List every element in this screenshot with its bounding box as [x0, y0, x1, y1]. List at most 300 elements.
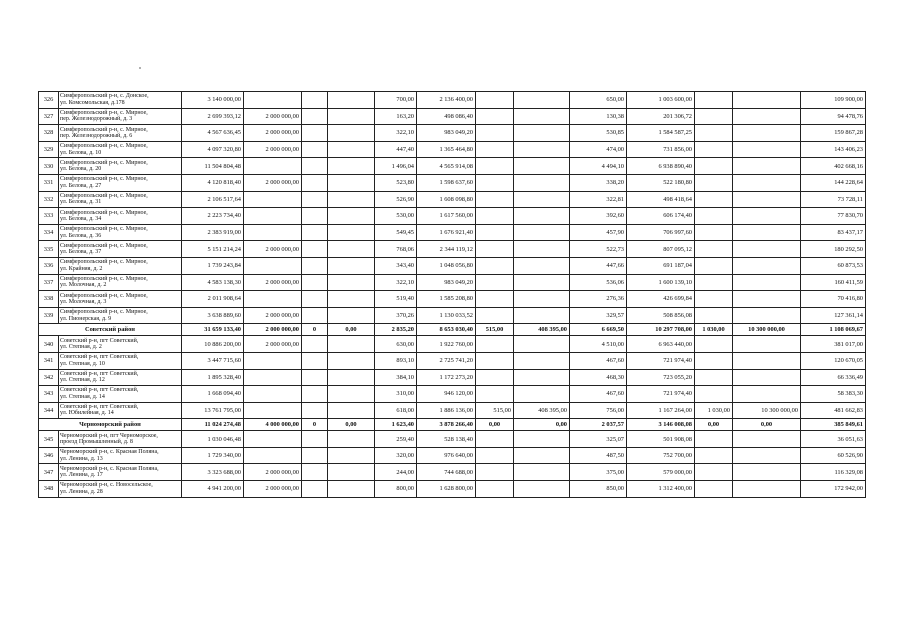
value-cell-6: 946 120,00 — [417, 386, 476, 403]
total-cell-5: 2 835,20 — [375, 324, 417, 336]
address-line-1: Симферопольский р-н, с. Мирное, — [60, 126, 148, 133]
value-cell-2 — [244, 291, 302, 308]
value-cell-2: 2 000 000,00 — [244, 336, 302, 353]
value-cell-6: 983 049,20 — [417, 274, 476, 291]
total-cell-1: 11 024 274,48 — [182, 419, 244, 431]
value-cell-12 — [733, 92, 801, 109]
address-cell — [59, 274, 182, 291]
total-cell-11: 0,00 — [695, 419, 733, 431]
value-cell-2: 2 000 000,00 — [244, 141, 302, 158]
row-number: 333 — [39, 208, 59, 225]
value-cell-12 — [733, 464, 801, 481]
value-cell-1: 11 504 804,48 — [182, 158, 244, 175]
address-cell — [59, 257, 182, 274]
scan-speck — [139, 67, 141, 69]
total-cell-3: 0 — [302, 324, 328, 336]
address-line-2: проезд Промышленный, д. 8 — [60, 439, 133, 446]
value-cell-11 — [695, 464, 733, 481]
value-cell-1: 2 383 919,00 — [182, 224, 244, 241]
value-cell-2 — [244, 191, 302, 208]
value-cell-4 — [328, 174, 375, 191]
value-cell-11 — [695, 274, 733, 291]
address-line-1: Советский р-н, пгт Советский, — [60, 404, 139, 411]
district-name: Советский район — [39, 324, 182, 336]
value-cell-7 — [476, 386, 514, 403]
value-cell-5: 384,10 — [375, 369, 417, 386]
address-line-2: ул. Белова, д. 20 — [60, 166, 102, 173]
value-cell-12 — [733, 291, 801, 308]
value-cell-7 — [476, 224, 514, 241]
value-cell-3 — [302, 274, 328, 291]
row-number: 344 — [39, 402, 59, 419]
address-cell — [59, 125, 182, 142]
value-cell-10: 752 700,00 — [627, 447, 695, 464]
value-cell-11: 1 030,00 — [695, 402, 733, 419]
table-row — [39, 141, 866, 158]
value-cell-12 — [733, 224, 801, 241]
value-cell-3 — [302, 352, 328, 369]
total-cell-12: 10 300 000,00 — [733, 324, 801, 336]
value-cell-6: 2 344 119,12 — [417, 241, 476, 258]
table-row — [39, 336, 866, 353]
address-line-2: ул. Белова, д. 34 — [60, 215, 102, 222]
address-line-2: ул. Ленина, д. 28 — [60, 488, 103, 495]
value-cell-10: 731 856,00 — [627, 141, 695, 158]
value-cell-12 — [733, 307, 801, 324]
value-cell-5: 244,00 — [375, 464, 417, 481]
value-cell-5: 163,20 — [375, 108, 417, 125]
value-cell-8 — [514, 191, 570, 208]
value-cell-4 — [328, 352, 375, 369]
value-cell-13: 73 728,11 — [801, 191, 866, 208]
total-cell-4: 0,00 — [328, 419, 375, 431]
value-cell-2: 2 000 000,00 — [244, 174, 302, 191]
value-cell-10: 723 055,20 — [627, 369, 695, 386]
value-cell-12 — [733, 386, 801, 403]
table-row — [39, 447, 866, 464]
value-cell-6: 4 565 914,08 — [417, 158, 476, 175]
value-cell-11 — [695, 336, 733, 353]
value-cell-1: 1 729 340,00 — [182, 447, 244, 464]
value-cell-10: 508 856,08 — [627, 307, 695, 324]
value-cell-13: 58 383,30 — [801, 386, 866, 403]
value-cell-8 — [514, 291, 570, 308]
value-cell-12 — [733, 125, 801, 142]
total-cell-2: 2 000 000,00 — [244, 324, 302, 336]
value-cell-8 — [514, 464, 570, 481]
value-cell-1: 3 140 000,00 — [182, 92, 244, 109]
value-cell-10: 426 699,84 — [627, 291, 695, 308]
address-cell — [59, 108, 182, 125]
value-cell-1: 13 761 795,00 — [182, 402, 244, 419]
value-cell-5: 630,00 — [375, 336, 417, 353]
table-row — [39, 241, 866, 258]
value-cell-11 — [695, 174, 733, 191]
register-table — [38, 91, 866, 498]
address-line-1: Симферопольский р-н, с. Мирное, — [60, 176, 148, 183]
total-cell-9: 2 037,57 — [570, 419, 627, 431]
row-number: 336 — [39, 257, 59, 274]
address-line-1: Советский р-н, пгт Советский, — [60, 354, 139, 361]
address-line-1: Симферопольский р-н, с. Мирное, — [60, 209, 148, 216]
address-cell — [59, 291, 182, 308]
value-cell-2 — [244, 369, 302, 386]
value-cell-6: 1 048 056,80 — [417, 257, 476, 274]
value-cell-10: 721 974,40 — [627, 352, 695, 369]
value-cell-9: 447,66 — [570, 257, 627, 274]
value-cell-10: 501 908,08 — [627, 431, 695, 448]
value-cell-6: 1 608 098,80 — [417, 191, 476, 208]
address-cell — [59, 241, 182, 258]
address-line-2: ул. Ленина, д. 13 — [60, 455, 103, 462]
value-cell-7 — [476, 92, 514, 109]
value-cell-5: 370,26 — [375, 307, 417, 324]
value-cell-1: 2 223 734,40 — [182, 208, 244, 225]
value-cell-1: 4 097 320,80 — [182, 141, 244, 158]
row-number: 340 — [39, 336, 59, 353]
value-cell-9: 375,00 — [570, 464, 627, 481]
value-cell-12 — [733, 191, 801, 208]
value-cell-8 — [514, 174, 570, 191]
value-cell-2 — [244, 402, 302, 419]
address-cell — [59, 481, 182, 498]
address-line-1: Симферопольский р-н, с. Мирное, — [60, 292, 148, 299]
total-cell-7: 515,00 — [476, 324, 514, 336]
value-cell-2: 2 000 000,00 — [244, 481, 302, 498]
value-cell-9: 487,50 — [570, 447, 627, 464]
value-cell-3 — [302, 125, 328, 142]
value-cell-6: 1 922 760,00 — [417, 336, 476, 353]
value-cell-6: 983 049,20 — [417, 125, 476, 142]
value-cell-8 — [514, 158, 570, 175]
value-cell-2 — [244, 257, 302, 274]
address-line-1: Черноморский р-н, с. Красная Поляна, — [60, 465, 159, 472]
value-cell-6: 498 086,40 — [417, 108, 476, 125]
value-cell-11 — [695, 386, 733, 403]
address-cell — [59, 224, 182, 241]
value-cell-3 — [302, 208, 328, 225]
address-line-1: Симферопольский р-н, с. Мирное, — [60, 242, 148, 249]
value-cell-13: 77 830,70 — [801, 208, 866, 225]
value-cell-7 — [476, 447, 514, 464]
value-cell-12 — [733, 481, 801, 498]
value-cell-8 — [514, 141, 570, 158]
address-line-2: ул. Белова, д. 10 — [60, 149, 102, 156]
value-cell-6: 744 688,00 — [417, 464, 476, 481]
value-cell-7 — [476, 141, 514, 158]
address-line-2: ул. Крайняя, д. 2 — [60, 265, 103, 272]
value-cell-8 — [514, 336, 570, 353]
value-cell-12 — [733, 241, 801, 258]
address-cell — [59, 191, 182, 208]
total-cell-7: 0,00 — [476, 419, 514, 431]
value-cell-9: 457,90 — [570, 224, 627, 241]
value-cell-3 — [302, 174, 328, 191]
address-cell — [59, 431, 182, 448]
value-cell-10: 1 003 600,00 — [627, 92, 695, 109]
value-cell-13: 180 292,50 — [801, 241, 866, 258]
row-number: 345 — [39, 431, 59, 448]
total-cell-5: 1 623,40 — [375, 419, 417, 431]
address-line-1: Черноморский р-н, с. Новосельское, — [60, 482, 153, 489]
value-cell-9: 130,38 — [570, 108, 627, 125]
table-row — [39, 92, 866, 109]
value-cell-7 — [476, 241, 514, 258]
address-cell — [59, 92, 182, 109]
value-cell-12 — [733, 431, 801, 448]
value-cell-11 — [695, 257, 733, 274]
value-cell-6: 1 365 464,80 — [417, 141, 476, 158]
value-cell-1: 3 323 688,00 — [182, 464, 244, 481]
address-line-1: Симферопольский р-н, с. Мирное, — [60, 192, 148, 199]
value-cell-9: 474,00 — [570, 141, 627, 158]
value-cell-10: 1 600 139,10 — [627, 274, 695, 291]
value-cell-4 — [328, 191, 375, 208]
row-number: 341 — [39, 352, 59, 369]
address-cell — [59, 336, 182, 353]
value-cell-5: 768,06 — [375, 241, 417, 258]
table-row — [39, 431, 866, 448]
value-cell-10: 706 997,60 — [627, 224, 695, 241]
row-number: 337 — [39, 274, 59, 291]
value-cell-13: 172 942,00 — [801, 481, 866, 498]
value-cell-8 — [514, 125, 570, 142]
value-cell-8 — [514, 274, 570, 291]
address-line-2: ул. Комсомольская, д.178 — [60, 99, 125, 106]
value-cell-7 — [476, 481, 514, 498]
value-cell-8: 408 395,00 — [514, 402, 570, 419]
value-cell-1: 1 739 243,84 — [182, 257, 244, 274]
table-row — [39, 274, 866, 291]
value-cell-10: 6 963 440,00 — [627, 336, 695, 353]
value-cell-10: 691 187,04 — [627, 257, 695, 274]
value-cell-2 — [244, 92, 302, 109]
value-cell-13: 127 361,14 — [801, 307, 866, 324]
table-row — [39, 158, 866, 175]
value-cell-2 — [244, 224, 302, 241]
value-cell-1: 10 886 200,00 — [182, 336, 244, 353]
value-cell-13: 60 526,90 — [801, 447, 866, 464]
value-cell-7 — [476, 257, 514, 274]
value-cell-7 — [476, 108, 514, 125]
total-cell-8: 408 395,00 — [514, 324, 570, 336]
value-cell-4 — [328, 141, 375, 158]
value-cell-3 — [302, 241, 328, 258]
address-line-2: ул. Белова, д. 37 — [60, 249, 102, 256]
value-cell-6: 1 585 208,80 — [417, 291, 476, 308]
value-cell-11 — [695, 307, 733, 324]
value-cell-13: 143 406,23 — [801, 141, 866, 158]
table-row — [39, 369, 866, 386]
address-cell — [59, 447, 182, 464]
value-cell-6: 1 617 560,00 — [417, 208, 476, 225]
value-cell-9: 276,36 — [570, 291, 627, 308]
value-cell-12 — [733, 369, 801, 386]
total-cell-8: 0,00 — [514, 419, 570, 431]
value-cell-6: 2 136 400,00 — [417, 92, 476, 109]
value-cell-4 — [328, 208, 375, 225]
value-cell-10: 201 306,72 — [627, 108, 695, 125]
value-cell-7 — [476, 431, 514, 448]
value-cell-3 — [302, 257, 328, 274]
address-line-1: Симферопольский р-н, с. Мирное, — [60, 159, 148, 166]
total-cell-11: 1 030,00 — [695, 324, 733, 336]
value-cell-3 — [302, 336, 328, 353]
address-cell — [59, 174, 182, 191]
total-cell-6: 8 653 030,40 — [417, 324, 476, 336]
value-cell-11 — [695, 291, 733, 308]
value-cell-3 — [302, 224, 328, 241]
value-cell-2 — [244, 158, 302, 175]
address-line-2: ул. Степная, д. 10 — [60, 360, 105, 367]
value-cell-3 — [302, 447, 328, 464]
value-cell-2 — [244, 431, 302, 448]
district-total-row — [39, 324, 866, 336]
value-cell-13: 144 228,64 — [801, 174, 866, 191]
table-row — [39, 352, 866, 369]
total-cell-4: 0,00 — [328, 324, 375, 336]
value-cell-8 — [514, 307, 570, 324]
value-cell-4 — [328, 464, 375, 481]
address-line-2: ул. Степная, д. 14 — [60, 393, 105, 400]
value-cell-7 — [476, 369, 514, 386]
row-number: 334 — [39, 224, 59, 241]
value-cell-4 — [328, 402, 375, 419]
value-cell-5: 530,00 — [375, 208, 417, 225]
value-cell-1: 1 030 046,48 — [182, 431, 244, 448]
value-cell-3 — [302, 291, 328, 308]
table-row — [39, 307, 866, 324]
table-row — [39, 464, 866, 481]
value-cell-2 — [244, 352, 302, 369]
value-cell-10: 498 418,64 — [627, 191, 695, 208]
value-cell-9: 536,06 — [570, 274, 627, 291]
value-cell-3 — [302, 431, 328, 448]
value-cell-1: 3 638 889,60 — [182, 307, 244, 324]
address-cell — [59, 402, 182, 419]
value-cell-1: 4 583 138,30 — [182, 274, 244, 291]
value-cell-9: 650,00 — [570, 92, 627, 109]
value-cell-6: 1 676 921,40 — [417, 224, 476, 241]
district-name: Черноморский район — [39, 419, 182, 431]
value-cell-2 — [244, 447, 302, 464]
total-cell-1: 31 659 133,40 — [182, 324, 244, 336]
value-cell-13: 116 329,08 — [801, 464, 866, 481]
value-cell-1: 2 106 517,64 — [182, 191, 244, 208]
value-cell-12 — [733, 141, 801, 158]
value-cell-6: 1 886 136,00 — [417, 402, 476, 419]
value-cell-5: 322,10 — [375, 125, 417, 142]
value-cell-1: 4 567 636,45 — [182, 125, 244, 142]
value-cell-12: 10 300 000,00 — [733, 402, 801, 419]
row-number: 331 — [39, 174, 59, 191]
value-cell-5: 618,00 — [375, 402, 417, 419]
value-cell-4 — [328, 481, 375, 498]
value-cell-1: 2 011 908,64 — [182, 291, 244, 308]
table-row — [39, 291, 866, 308]
value-cell-12 — [733, 208, 801, 225]
value-cell-6: 1 598 637,60 — [417, 174, 476, 191]
value-cell-3 — [302, 92, 328, 109]
value-cell-2 — [244, 208, 302, 225]
value-cell-7 — [476, 125, 514, 142]
value-cell-10: 606 174,40 — [627, 208, 695, 225]
address-line-2: ул. Белова, д. 27 — [60, 182, 102, 189]
value-cell-11 — [695, 352, 733, 369]
value-cell-13: 83 437,17 — [801, 224, 866, 241]
district-total-row — [39, 419, 866, 431]
value-cell-11 — [695, 481, 733, 498]
value-cell-7 — [476, 307, 514, 324]
value-cell-8 — [514, 257, 570, 274]
value-cell-4 — [328, 431, 375, 448]
address-line-2: пер. Железнодорожный, д. 6 — [60, 132, 133, 139]
total-cell-9: 6 669,50 — [570, 324, 627, 336]
value-cell-4 — [328, 224, 375, 241]
address-line-1: Симферопольский р-н, с. Мирное, — [60, 309, 148, 316]
value-cell-4 — [328, 125, 375, 142]
value-cell-5: 447,40 — [375, 141, 417, 158]
value-cell-4 — [328, 257, 375, 274]
value-cell-6: 1 172 273,20 — [417, 369, 476, 386]
total-cell-2: 4 000 000,00 — [244, 419, 302, 431]
total-cell-13: 385 849,61 — [801, 419, 866, 431]
value-cell-8 — [514, 386, 570, 403]
table-row — [39, 125, 866, 142]
value-cell-11 — [695, 208, 733, 225]
address-cell — [59, 158, 182, 175]
value-cell-9: 322,81 — [570, 191, 627, 208]
address-line-2: ул. Пионерская, д. 9 — [60, 315, 112, 322]
value-cell-9: 392,60 — [570, 208, 627, 225]
value-cell-4 — [328, 447, 375, 464]
row-number: 338 — [39, 291, 59, 308]
value-cell-9: 522,73 — [570, 241, 627, 258]
value-cell-1: 3 447 715,60 — [182, 352, 244, 369]
value-cell-9: 756,00 — [570, 402, 627, 419]
value-cell-2: 2 000 000,00 — [244, 241, 302, 258]
address-line-1: Симферопольский р-н, с. Мирное, — [60, 143, 148, 150]
total-cell-10: 3 146 008,08 — [627, 419, 695, 431]
value-cell-11 — [695, 141, 733, 158]
value-cell-11 — [695, 108, 733, 125]
address-cell — [59, 208, 182, 225]
value-cell-11 — [695, 369, 733, 386]
value-cell-9: 4 494,10 — [570, 158, 627, 175]
value-cell-4 — [328, 307, 375, 324]
address-line-2: пер. Железнодорожный, д. 3 — [60, 116, 133, 123]
value-cell-12 — [733, 447, 801, 464]
value-cell-1: 1 895 328,40 — [182, 369, 244, 386]
value-cell-13: 70 416,80 — [801, 291, 866, 308]
value-cell-10: 1 167 264,00 — [627, 402, 695, 419]
address-line-2: ул. Юбилейная, д. 14 — [60, 410, 114, 417]
value-cell-7 — [476, 191, 514, 208]
row-number: 346 — [39, 447, 59, 464]
value-cell-11 — [695, 125, 733, 142]
value-cell-12 — [733, 336, 801, 353]
value-cell-5: 800,00 — [375, 481, 417, 498]
value-cell-6: 976 640,00 — [417, 447, 476, 464]
value-cell-11 — [695, 191, 733, 208]
row-number: 329 — [39, 141, 59, 158]
value-cell-4 — [328, 92, 375, 109]
value-cell-13: 160 411,59 — [801, 274, 866, 291]
value-cell-3 — [302, 191, 328, 208]
value-cell-7 — [476, 291, 514, 308]
value-cell-12 — [733, 108, 801, 125]
row-number: 343 — [39, 386, 59, 403]
